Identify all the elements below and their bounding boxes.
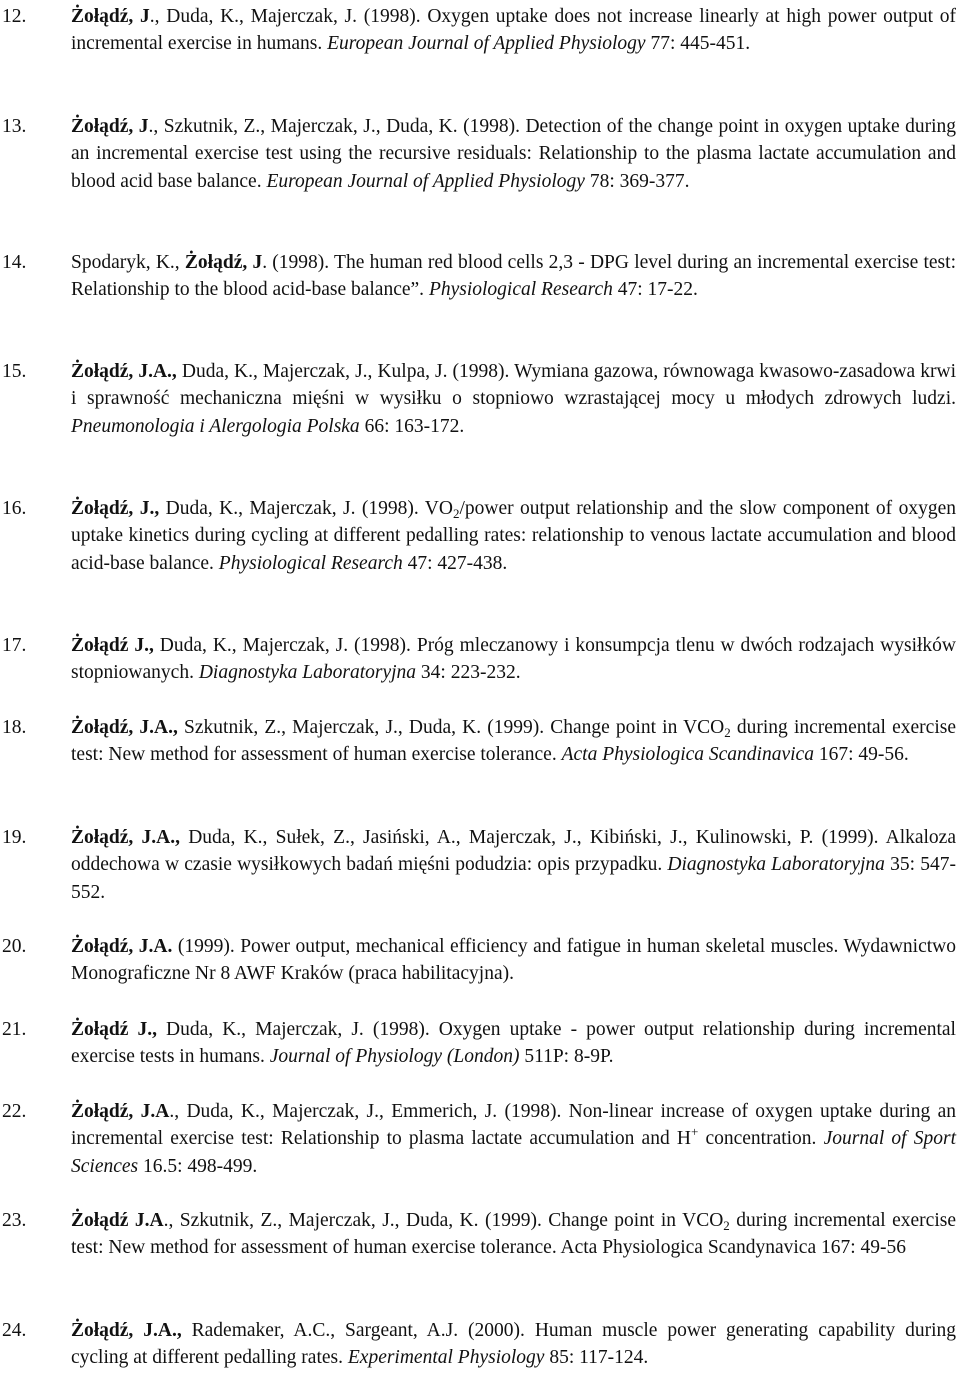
author-name: Żołądź, J.A., [71,361,177,382]
reference-number: 17. [2,635,27,656]
reference-text-segment: concentration. [698,1128,824,1150]
reference-text-segment: 47: 427-438. [402,552,508,574]
journal-title: Diagnostyka Laboratoryjna [198,662,417,684]
reference-entry [0,249,956,304]
reference-number: 12. [2,6,27,27]
reference-text-segment: (1999). Power output, mechanical efficiency and fatigue in human skeletal muscles. Wydawnictwo Monograficzne Nr 8 AWF Kraków (praca habilitacyjna). [71,936,956,985]
reference-entry [0,113,956,195]
reference-entry [0,632,956,687]
reference-text [71,933,956,988]
subscript: 2 [452,506,460,521]
reference-text [71,714,956,769]
reference-text-segment: 47: 17-22. [612,279,698,301]
reference-text-segment: Duda, K., Sułek, Z., Jasiński, A., Majerczak, J., Kibiński, J., Kulinowski, P. (1999). Alkaloza oddechowa w czasie wysiłkowych badań mięśni podudzia: opis przypadku. [71,827,956,876]
reference-text [71,358,956,440]
reference-text-segment: Rademaker, A.C., Sargeant, A.J. (2000). Human muscle power generating capability during cycling at different pedalling rates. [71,1320,956,1369]
reference-text [71,1207,956,1262]
reference-text-segment: Spodaryk, K., [71,252,185,273]
author-name: Żołądź J., [71,1019,157,1040]
journal-title: European Journal of Applied Physiology [266,170,585,192]
reference-number: 14. [2,252,27,273]
author-name: Żołądź J., [71,635,154,656]
author-name: Żołądź, J.A [71,1101,170,1122]
journal-title: Acta Physiologica Scandinavica [561,744,814,766]
reference-text [71,113,956,195]
reference-text-segment: Duda, K., Majerczak, J., Kulpa, J. (1998). Wymiana gazowa, równowaga kwasowo-zasadowa krwi i sprawność mechaniczna mięśni w wysiłku o stopniowo wzrastającej mocy u młodych zdrowych ludzi. [71,361,956,410]
reference-text-segment: 511P: 8-9P. [519,1046,614,1068]
journal-title: European Journal of Applied Physiology [327,33,646,55]
author-name: Żołądź, J [71,116,149,137]
reference-text-segment: Duda, K., Majerczak, J. (1998). Oxygen uptake - power output relationship during incremental exercise tests in humans. [71,1019,956,1068]
reference-text-segment: 16.5: 498-499. [138,1155,258,1177]
reference-text-segment: 78: 369-377. [584,170,690,192]
subscript: 2 [723,1218,730,1233]
reference-entry [0,3,956,58]
journal-title: Diagnostyka Laboratoryjna [667,854,885,876]
reference-number: 20. [2,936,27,957]
reference-text [71,1098,956,1180]
reference-entry [0,358,956,440]
reference-number: 19. [2,827,27,848]
journal-title: Journal of Sport Sciences [71,1128,956,1177]
journal-title: Physiological Research [428,279,613,301]
reference-entry [0,1207,956,1262]
author-name: Żołądź, J.A., [71,1320,182,1341]
reference-text-segment: during incremental exercise test: New method for assessment of human exercise tolerance. [71,717,956,766]
reference-number: 21. [2,1019,27,1040]
reference-entry [0,824,956,906]
reference-text-segment: ., Duda, K., Majerczak, J., Emmerich, J. (1998). Non-linear increase of oxygen uptake during an incremental exercise test: Relationship to plasma lactate accumulation and H [71,1101,956,1150]
subscript: 2 [724,725,731,740]
author-name: Żołądź, J.A., [71,717,178,738]
reference-text [71,632,956,687]
author-name: Żołądź, J.A. [71,936,173,957]
reference-number: 18. [2,717,27,738]
reference-number: 22. [2,1101,27,1122]
reference-text-segment: Szkutnik, Z., Majerczak, J., Duda, K. (1999). Change point in VCO [177,717,725,738]
reference-text-segment: 35: 547-552. [71,854,956,903]
journal-title: Pneumonologia i Alergologia Polska [71,415,360,437]
journal-title: Experimental Physiology [347,1347,545,1369]
journal-title: Physiological Research [218,552,403,574]
reference-entry [0,1317,956,1372]
reference-text-segment: 34: 223-232. [416,662,521,684]
reference-text-segment: ., Szkutnik, Z., Majerczak, J., Duda, K. (1999). Change point in VCO [163,1210,724,1231]
reference-entry [0,1098,956,1180]
reference-number: 13. [2,116,27,137]
reference-text [71,249,956,304]
reference-text-segment: Duda, K., Majerczak, J. (1998). VO [159,498,453,519]
reference-number: 23. [2,1210,27,1231]
reference-number: 16. [2,498,27,519]
author-name: Żołądź, J., [71,498,160,519]
reference-text-segment: 77: 445-451. [645,33,751,55]
reference-entry [0,714,956,769]
author-name: Żołądź, J [184,252,263,273]
reference-number: 24. [2,1320,27,1341]
reference-entry [0,1016,956,1071]
reference-text-segment: Duda, K., Majerczak, J. (1998). Próg mleczanowy i konsumpcja tlenu w dwóch rodzajach wysiłków stopniowanych. [71,635,956,684]
reference-text-segment: . (1998). The human red blood cells 2,3 - DPG level during an incremental exercise test: Relationship to the blood acid-base balance”. [71,252,956,301]
reference-text [71,1016,956,1071]
reference-text [71,495,956,577]
journal-title: Journal of Physiology (London) [269,1046,520,1068]
reference-text-segment: during incremental exercise test: New method for assessment of human exercise tolerance. Acta Physiologica Scandynavica 167: 49-56 [71,1210,956,1259]
reference-entry [0,933,956,988]
reference-text [71,824,956,906]
reference-entry [0,495,956,577]
reference-text-segment: 85: 117-124. [544,1347,649,1369]
author-name: Żołądź, J [71,6,150,27]
reference-text-segment: 167: 49-56. [813,744,909,766]
author-name: Żołądź J.A [71,1210,164,1231]
reference-number: 15. [2,361,27,382]
superscript: + [690,1124,699,1140]
reference-text-segment: 66: 163-172. [359,415,465,437]
reference-text-segment: ., Szkutnik, Z., Majerczak, J., Duda, K. (1998). Detection of the change point in oxygen uptake during an incremental exercise test using the recursive residuals: Relationship to the plasma lactate accumulation and blood acid base balance. [71,116,956,192]
reference-text [71,3,956,58]
author-name: Żołądź, J.A., [71,827,180,848]
reference-text [71,1317,956,1372]
reference-text-segment: ., Duda, K., Majerczak, J. (1998). Oxygen uptake does not increase linearly at high power output of incremental exercise in humans. [71,6,956,55]
reference-text-segment: /power output relationship and the slow component of oxygen uptake kinetics during cycling at different pedalling rates: relationship to venous lactate accumulation and blood acid-base balance. [71,498,956,574]
